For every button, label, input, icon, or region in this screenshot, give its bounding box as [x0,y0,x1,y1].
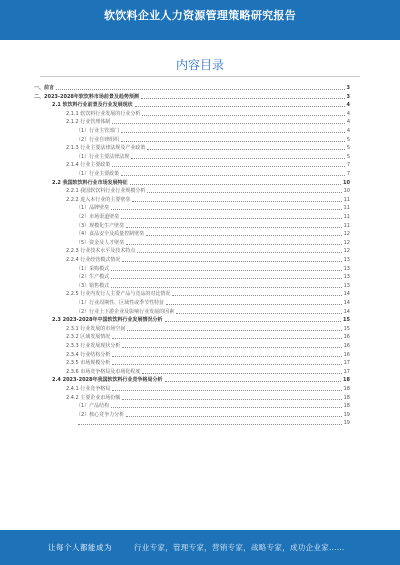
toc-entry-page: 18 [343,377,350,384]
footer-slogan: 让每个人都能成为 [48,543,112,552]
toc-entry-page: 14 [343,291,350,298]
toc-entry-leader [147,149,344,150]
toc-entry-leader [146,235,341,236]
toc-entry-leader [112,356,341,357]
toc-entry[interactable] [34,84,350,92]
toc-entry[interactable] [66,144,350,152]
toc-entry-page: 7 [346,171,350,177]
toc-entry-leader [121,141,345,142]
toc-entry-page: 19 [343,420,350,427]
toc-entry[interactable] [76,230,350,238]
toc-entry-page: 17 [343,368,350,375]
toc-entry-page: 3 [346,85,350,91]
toc-entry-leader [137,252,341,253]
toc-entry[interactable] [66,196,350,204]
toc-entry-page: 11 [343,205,350,212]
toc-entry-title: 2.3.3 行业发展现状分析 [66,343,121,349]
toc-entry[interactable] [66,247,350,255]
toc-entry-leader [172,295,341,296]
footer-bar [0,530,400,565]
toc-entry-page: 12 [343,248,350,255]
footer-tagline: 行业专家，管理专家，营销专家，战略专家，成功企业家…… [134,543,345,552]
toc-entry-leader [112,364,341,365]
toc-entry-leader [135,106,345,107]
toc-entry[interactable] [76,419,350,427]
toc-entry-title: （1）行业主要政策 [76,171,120,177]
toc-entry-title: （2）核心竞争力分析 [76,411,125,418]
toc-entry-title: （1）品牌壁垒 [76,205,110,212]
toc-entry-page: 16 [343,343,350,349]
toc-entry-title: 2.2.5 行业内发行人主要产品与竞品的对比情况 [66,291,171,298]
toc-entry[interactable] [66,368,350,376]
toc-entry-leader [122,261,341,262]
toc-entry-leader [111,209,341,210]
toc-entry-title: （2）生产模式 [76,274,110,281]
toc-entry-title: 2.4.1 行业竞争格局 [66,386,111,392]
toc-entry-title: （1）行业主管部门 [76,128,120,134]
toc-entry-leader [127,330,341,331]
toc-entry-title: （1）采购模式 [76,265,110,272]
report-title: 软饮料企业人力资源管理策略研究报告 [103,9,297,22]
toc-entry-leader [131,158,345,159]
toc-entry[interactable] [76,204,350,212]
toc-entry-page: 11 [343,214,350,220]
toc-entry[interactable] [66,359,350,367]
toc-entry[interactable] [76,402,350,410]
toc-entry-page: 12 [343,231,350,238]
toc-entry-leader [130,184,341,185]
toc-entry-title: （5）资金及人才壁垒 [76,239,125,246]
toc-entry-page: 18 [343,394,350,401]
toc-entry[interactable] [76,239,350,247]
toc-entry-page: 14 [343,300,350,306]
toc-entry-leader [126,416,341,417]
toc-entry-page: 10 [343,188,350,195]
toc-entry[interactable] [66,342,350,350]
toc-entry[interactable] [66,187,350,195]
toc-entry[interactable] [34,93,350,101]
toc-entry-leader [142,115,344,116]
toc-entry-title: 2.3 2023-2028年中国软饮料行业发展情况分析 [52,317,163,324]
toc-entry-leader [176,313,341,314]
toc-entry-page: 4 [346,110,350,117]
toc-entry-leader [112,338,341,339]
toc-entry[interactable] [76,308,350,316]
toc-entry[interactable] [76,127,350,135]
toc-entry-page: 4 [346,119,350,126]
toc-entry-page: 10 [343,179,350,186]
toc-entry-title: 2.3.1 行业发展的市场空间 [66,325,126,332]
toc-entry-leader [165,321,342,322]
toc-entry-title: 2.4.2 主要企业市场份额 [66,394,121,401]
toc-entry-title: 2.3.4 行业结构分析 [66,351,111,358]
toc-entry-title: （1）产品结构 [76,403,110,410]
toc-entry-leader [56,89,345,90]
toc-entry-title: （1）行业周期性、区域性或季节性特征 [76,300,165,306]
toc-entry-page: 4 [346,128,350,134]
toc-entry-title: 2.3.6 市场竞争格局及市场化程度 [66,368,141,375]
toc-entry[interactable] [76,213,350,221]
toc-entry-leader [112,390,341,391]
toc-entry-title: 二、2023-2028年软饮料市场前景及趋势预测 [34,93,139,100]
toc-entry-leader [121,175,345,176]
toc-entry-page: 16 [343,351,350,358]
toc-entry-title: 2.2.2 进入本行业的主要壁垒 [66,196,131,203]
toc-entry[interactable] [66,118,350,126]
toc-entry[interactable] [76,282,350,290]
toc-entry[interactable] [66,161,350,169]
toc-entry[interactable] [76,136,350,144]
toc-entry-title: （2）行业自律组织 [76,136,120,143]
toc-entry-title: 2.2 我国软饮料行业市场发展特征 [52,179,128,186]
toc-entry-leader [126,244,341,245]
toc-entry-title: 2.3.5 市场规模分析 [66,360,111,367]
toc-entry[interactable] [76,222,350,230]
toc-entry-page: 15 [343,317,350,324]
toc-entry-page: 18 [343,386,350,392]
toc-entry-leader [112,123,345,124]
toc-entry[interactable] [52,376,350,384]
toc-entry-page: 13 [343,265,350,272]
toc-entry-page: 5 [346,145,350,152]
toc-entry-title: （3）销售模式 [76,282,110,289]
toc-entry-leader [166,304,341,305]
toc-entry[interactable] [52,316,350,324]
toc-entry-leader [78,424,342,425]
table-of-contents [0,84,400,514]
toc-entry-title: 一、前言 [34,85,55,91]
toc-entry-title: 2.3.2 区域发展情况 [66,334,111,341]
toc-entry-page: 18 [343,403,350,410]
toc-entry-title: 2.4 2023-2028年我国软饮料行业竞争格局分析 [52,377,163,384]
toc-entry-page: 19 [343,411,350,418]
toc-entry-leader [147,192,341,193]
toc-entry-title: （4）食品安全及质量控制壁垒 [76,231,145,238]
toc-entry-page: 5 [346,136,350,143]
toc-entry[interactable] [76,265,350,273]
toc-entry[interactable] [66,394,350,402]
toc-entry-page: 5 [346,153,350,160]
toc-entry[interactable] [76,153,350,161]
toc-entry-leader [165,381,342,382]
toc-entry-leader [141,98,345,99]
toc-entry[interactable] [76,170,350,178]
toc-entry[interactable] [52,101,350,109]
toc-entry-page: 12 [343,239,350,246]
toc-entry-title: 2.1 软饮料行业前景及行业发展现状 [52,102,133,109]
toc-entry-page: 4 [346,102,350,109]
toc-entry[interactable] [76,273,350,281]
toc-entry-page: 14 [343,308,350,315]
header-bar [0,0,400,40]
toc-entry-leader [132,201,341,202]
toc-heading-rule [40,76,360,77]
toc-entry-leader [126,227,341,228]
toc-entry-page: 11 [343,196,350,203]
toc-entry[interactable] [52,179,350,187]
toc-entry-page: 15 [343,325,350,332]
toc-entry[interactable] [76,411,350,419]
toc-entry[interactable] [66,351,350,359]
toc-entry-title: 2.2.1 我国软饮料行业行业规模分析 [66,188,146,195]
toc-entry[interactable] [66,325,350,333]
toc-entry-page: 11 [343,222,350,229]
toc-entry-page: 13 [343,282,350,289]
toc-entry-title: 2.2.4 行业经营模式情况 [66,257,121,263]
toc-entry-leader [111,278,341,279]
toc-entry-leader [121,132,345,133]
toc-entry[interactable] [66,385,350,393]
toc-entry-leader [112,166,345,167]
toc-entry[interactable] [66,290,350,298]
toc-entry-leader [142,373,341,374]
toc-entry-leader [122,399,341,400]
toc-entry-title: （2）市场渠道壁垒 [76,214,120,220]
toc-entry-page: 7 [346,162,350,169]
toc-entry-title: （2）行业上下游企业及影响行业发展的因素 [76,308,175,315]
toc-entry-page: 17 [343,360,350,367]
toc-entry-title: （3）规模化生产壁垒 [76,222,125,229]
toc-entry-page: 13 [343,257,350,263]
toc-entry[interactable] [66,256,350,264]
toc-entry[interactable] [66,333,350,341]
toc-entry-page: 16 [343,334,350,341]
toc-entry-leader [122,347,341,348]
toc-entry-title: 2.1.1 软饮料行业发展的行业分析 [66,110,141,117]
toc-entry-leader [121,218,341,219]
toc-entry-title: （1）行业主要法律法规 [76,153,130,160]
toc-entry-leader [111,287,341,288]
toc-entry-title: 2.1.4 行业主要政策 [66,162,111,169]
toc-heading: 内容目录 [175,58,224,72]
toc-entry-page: 13 [343,274,350,281]
toc-entry-title: 2.1.3 行业主要法律法规及产业政策 [66,145,146,152]
toc-entry-leader [111,407,341,408]
toc-entry-leader [111,270,341,271]
toc-entry-title: 2.2.3 行业技术水平及技术特点 [66,248,136,255]
toc-entry-title: 2.1.2 行业管理体制 [66,119,111,126]
toc-entry-page: 3 [346,93,350,100]
toc-entry[interactable] [76,299,350,307]
toc-entry[interactable] [66,110,350,118]
